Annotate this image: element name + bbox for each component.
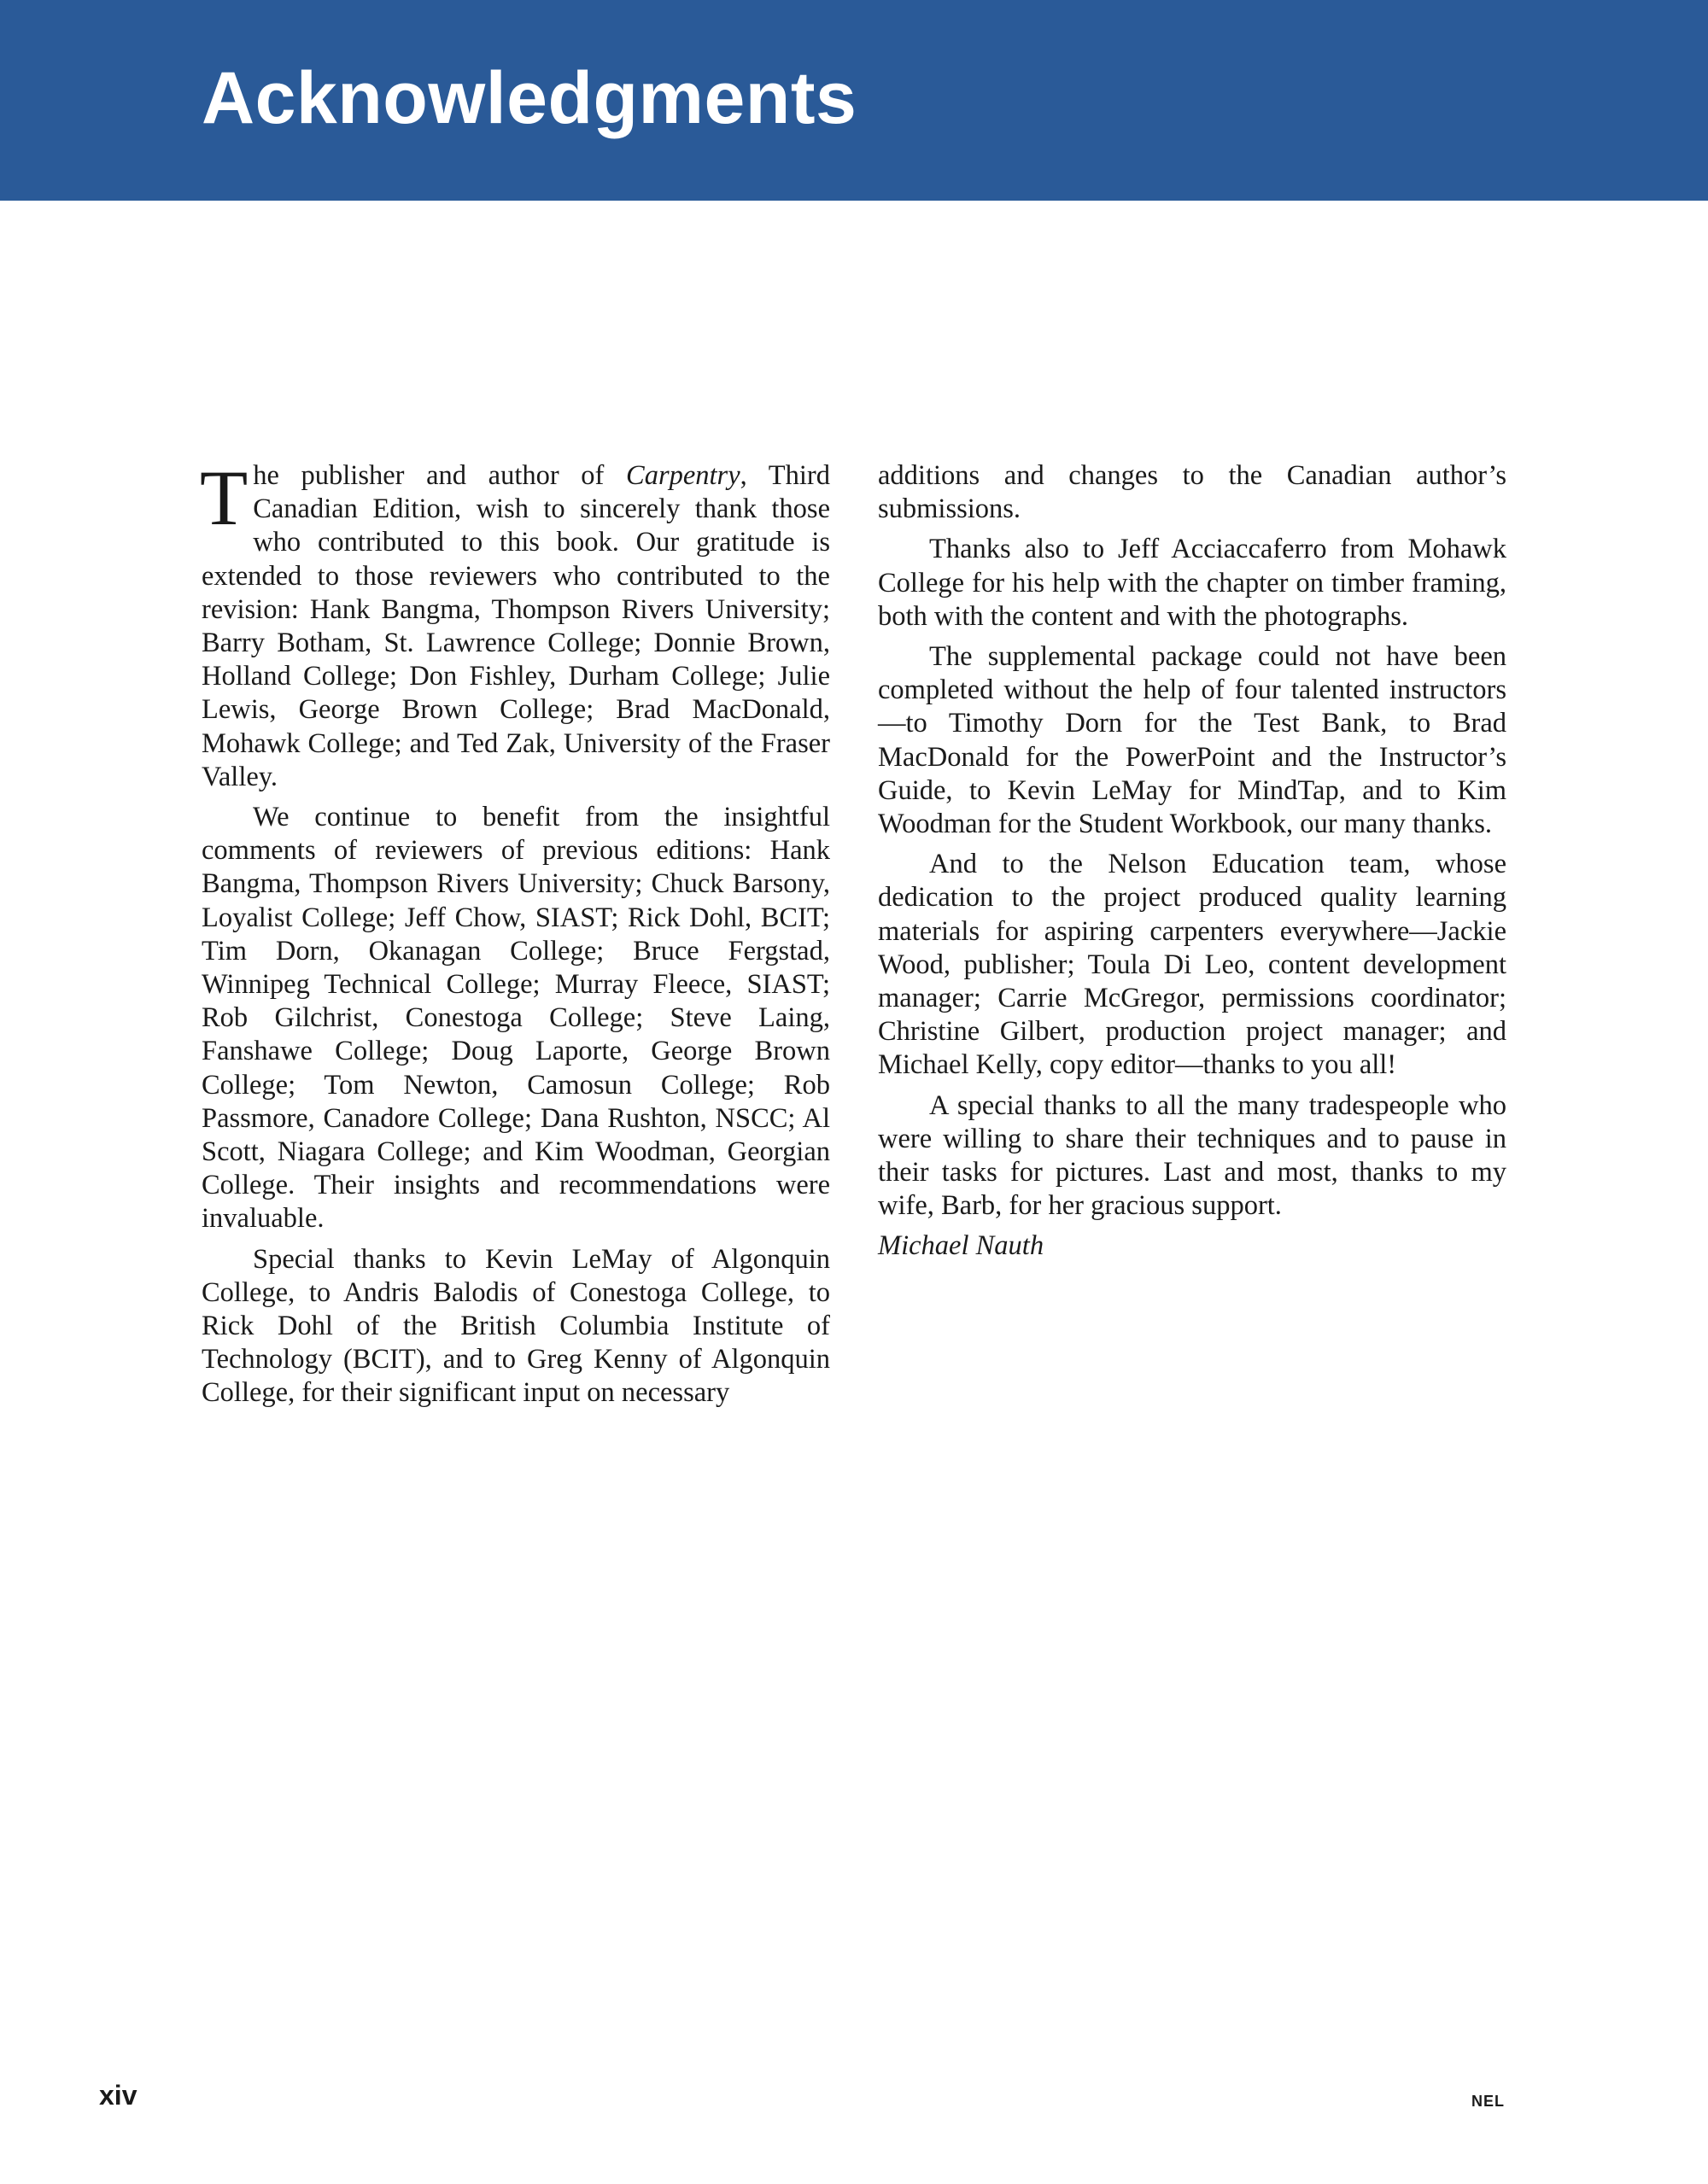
paragraph-timber-framing: Thanks also to Jeff Acciaccaferro from Mohawk College for his help with the chapter on timber framing, both with the content and with the photographs. bbox=[878, 534, 1506, 632]
right-column bbox=[878, 459, 1506, 1417]
paragraph-previous-reviewers: We continue to benefit from the insightful comments of reviewers of previous editions: Hank Bangma, Thompson Rivers University; Chuck Barsony, Loyalist College; Jeff Chow, SIAST; Rick Dohl, BCIT; Tim Dorn, Okanagan College; Bruce Fergstad, Winnipeg Technical College; Murray Fleece, SIAST; Rob Gilchrist, Conestoga College; Steve Laing, Fanshawe College; Doug Laporte, George Brown College; Tom Newton, Camosun College; Rob Passmore, Canadore College; Dana Rushton, NSCC; Al Scott, Niagara College; and Kim Woodman, Georgian College. Their insights and recommendations were invaluable. bbox=[202, 802, 830, 1235]
drop-cap: T bbox=[200, 454, 249, 541]
paragraph-continuation: additions and changes to the Canadian author’s submissions. bbox=[878, 460, 1506, 525]
author-signature: Michael Nauth bbox=[878, 1230, 1044, 1262]
paragraph-intro bbox=[200, 454, 830, 794]
paragraph-tradespeople: A special thanks to all the many tradespeople who were willing to share their techniques and to pause in their tasks for pictures. Last and most, thanks to my wife, Barb, for her gracious support. bbox=[878, 1089, 1506, 1222]
left-column bbox=[200, 454, 830, 1417]
body-columns bbox=[200, 454, 1506, 1417]
header-band bbox=[0, 0, 1708, 201]
publisher-imprint: NEL bbox=[1471, 2093, 1505, 2110]
book-title: Carpentry bbox=[626, 460, 740, 491]
paragraph-nelson-team: And to the Nelson Education team, whose dedication to the project produced quality learning materials for aspiring carpenters everywhere—Jackie Wood, publisher; Toula Di Leo, content development manager; Carrie McGregor, permissions coordinator; Christine Gilbert, production project manager; and Michael Kelly, copy editor—thanks to you all! bbox=[878, 849, 1506, 1081]
paragraph-special-thanks: Special thanks to Kevin LeMay of Algonquin College, to Andris Balodis of Conestoga College, to Rick Dohl of the British Columbia Institute of Technology (BCIT), and to Greg Kenny of Algonquin College, for their significant input on necessary bbox=[202, 1243, 830, 1409]
page-title: Acknowledgments bbox=[202, 57, 857, 139]
intro-rest: , Third Canadian Edition, wish to sincerely thank those who contributed to this book. Our gratitude is extended to those reviewers who contributed to the revision: Hank Bangma, Thompson Rivers University; Barry Botham, St. Lawrence College; Donnie Brown, Holland College; Don Fishley, Durham College; Julie Lewis, George Brown College; Brad MacDonald, Mohawk College; and Ted Zak, University of the Fraser Valley. bbox=[202, 460, 830, 792]
intro-text: he publisher and author of bbox=[253, 460, 627, 491]
paragraph-supplemental: The supplemental package could not have been completed without the help of four talented instructors—to Timothy Dorn for the Test Bank, to Brad MacDonald for the PowerPoint and the Instructor’s Guide, to Kevin LeMay for MindTap, and to Kim Woodman for the Student Workbook, our many thanks. bbox=[878, 641, 1506, 840]
page-number: xiv bbox=[99, 2080, 137, 2111]
